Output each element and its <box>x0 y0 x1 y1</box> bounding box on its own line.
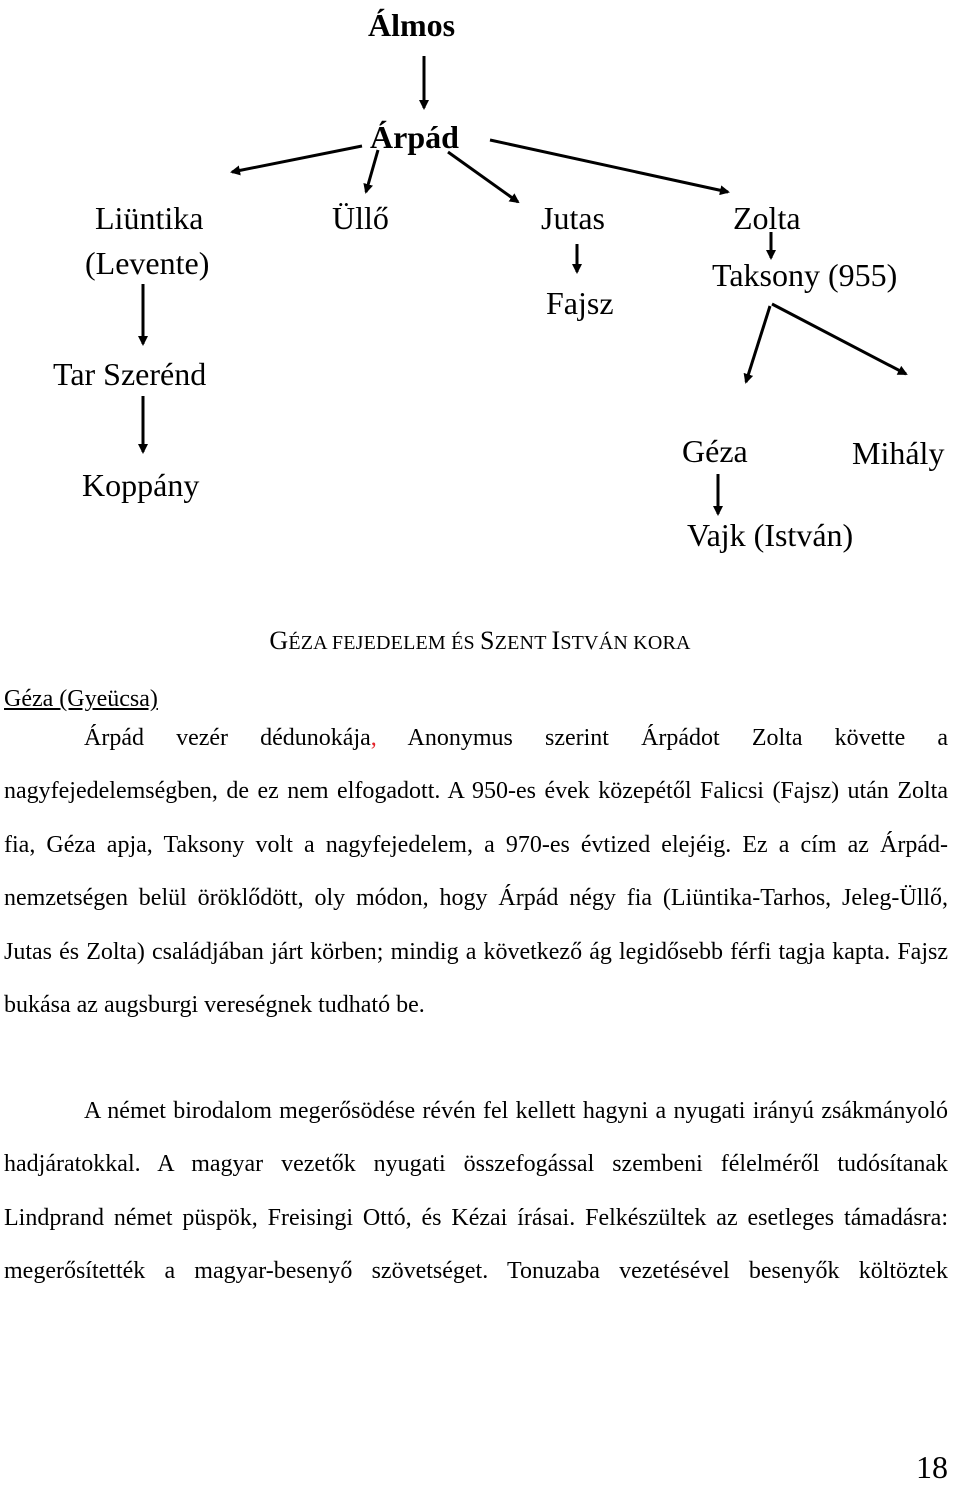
tree-node-fajsz: Fajsz <box>546 285 614 321</box>
tree-node-tar-szerend: Tar Szerénd <box>53 356 207 392</box>
arrow-taksony-mihaly <box>772 304 906 374</box>
tree-node-ullo: Üllő <box>332 200 389 236</box>
tree-node-jutas: Jutas <box>541 200 605 236</box>
tree-node-arpad: Árpád <box>370 119 459 155</box>
arrow-arpad-jutas <box>448 152 518 202</box>
tree-node-zolta: Zolta <box>733 200 801 236</box>
tree-node-levente: (Levente) <box>85 245 210 281</box>
tree-node-mihaly: Mihály <box>852 435 945 471</box>
arrow-arpad-ullo <box>366 150 378 192</box>
family-tree-arrows <box>0 0 960 600</box>
arrow-arpad-zolta <box>490 140 728 192</box>
tree-node-liuntika: Liüntika <box>95 200 204 236</box>
tree-node-almos: Álmos <box>368 7 456 43</box>
page-number: 18 <box>916 1449 948 1485</box>
section-title: GÉZA FEJEDELEM ÉS SZENT ISTVÁN KORA <box>269 626 691 655</box>
tree-node-geza: Géza <box>682 433 748 469</box>
tree-node-koppany: Koppány <box>82 467 200 503</box>
subject-heading: Géza (Gyeücsa) <box>4 686 158 712</box>
paragraph-2: A német birodalom megerősödése révén fel kellett hagyni a nyugati irányú zsákmányoló hadjáratokkal. A magyar vezetők nyugati összefogással szembeni félelméről tudósítanak Lindprand német püspök, Freisingi Ottó, és Kézai írásai. Felkészültek az esetleges támadásra: megerősítették a magyar-besenyő szövetséget. Tonuzaba vezetésével besenyők költöztek <box>4 1098 948 1285</box>
tree-node-taksony: Taksony (955) <box>712 257 898 293</box>
arrow-arpad-liuntika <box>232 146 362 172</box>
arrow-taksony-geza <box>746 306 770 382</box>
paragraph-1: Árpád vezér dédunokája, Anonymus szerint Árpádot Zolta követte a nagyfejedelemségben, de ez nem elfogadott. A 950-es évek közepétől Falicsi (Fajsz) után Zolta fia, Géza apja, Taksony volt a nagyfejedelem, a 970-es évtized elejéig. Ez a cím az Árpád-nemzetségen belül öröklődött, oly módon, hogy Árpád négy fia (Liüntika-Tarhos, Jeleg-Üllő, Jutas és Zolta) családjában járt körben; mindig a következő ág legidősebb férfi tagja kapta. Fajsz bukása az augsburgi vereségnek tudható be. <box>4 725 948 1019</box>
tree-node-vajk: Vajk (István) <box>687 517 854 553</box>
